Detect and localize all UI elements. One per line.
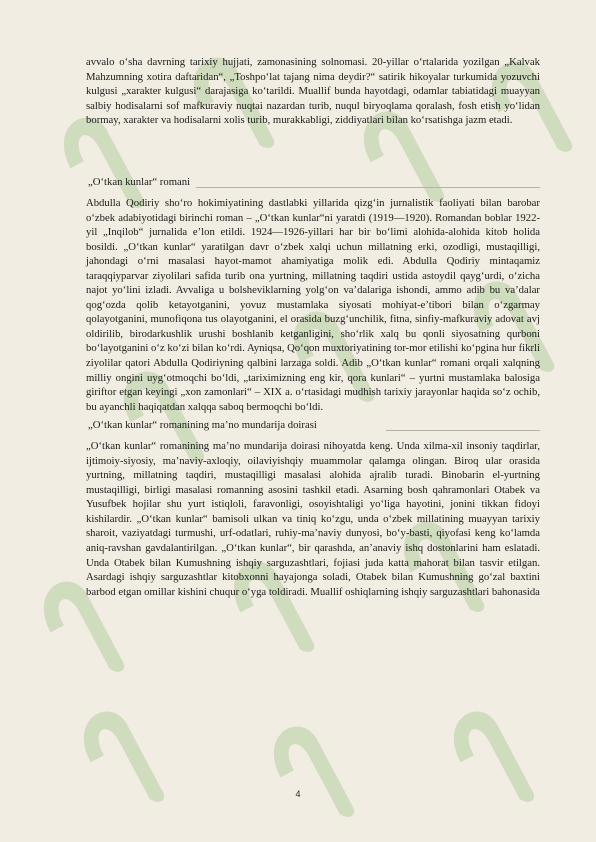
section-paragraph-otkan-kunlar-romani: Abdulla Qodiriy sho‘ro hokimiyatining dastlabki yillarida qizg‘in jurnalistik faoliyati bilan barobar o‘zbek adabiyotidagi birinchi roman – „O‘tkan kunlar“ni yaratdi (1919—1920). Romandan boblar 1922-yil „Inqilob“ jurnalida e’lon etildi. 1924—1926-yillari har bir bo‘limi alohida-alohida kitob holida bosildi. „O‘tkan kunlar“ yaratilgan davr o‘zbek xalqi uchun millatning erki, ozodligi, mustaqilligi, jahondagi o‘rni masalasi hayot-mamot ahamiyatiga molik edi. Abdulla Qodiriy mintaqamiz taraqqiyparvar ziyolilari safida turib ona yurtning, millatning taqdiri ustida astoydil qayg‘urdi, o‘zicha najot yo‘lini izladi. Avvaliga u bolsheviklarning yolg‘on va’dalariga ishondi, ammo adib bu va’dalar qog‘ozda qolib ketayotganini, yovuz mustamlaka siyosati mohiyat-e’tibori bilan o‘zgarmay qolayotganini, munofiqona tus olayotganini, el orasida buzg‘unchilik, fitna, sinfiy-mafkuraviy adovat avj oldirilib, birodarkushlik urushi boshlanib ketganligini, sho‘rlik xalq bu qonli siyosatning qurboni bo‘layotganini o‘z ko‘zi bilan ko‘rdi. Ayniqsa, Qo‘qon muxtoriyatining tor-mor etilishi ko‘pgina hur fikrli ziyolilar qatori Abdulla Qodiriyning qalbini larzaga soldi. Adib „O‘tkan kunlar“ romani orqali xalqning milliy ongini uyg‘otmoqchi bo‘ldi, „tariximizning eng kir, qora kunlari“ – yurtni mustamlaka balosiga giriftor etgan keyingi „xon zamonlari“ – XIX a. o‘rtasidagi mudhish tarixiy jarayonlar haqida so‘z ochib, bu ayanchli haqiqatdan xalqqa saboq bermoqchi bo‘ldi. xyxy=(86,197,540,413)
green-letter-watermark-icon xyxy=(54,681,177,829)
intro-paragraph: avvalo o‘sha davrning tarixiy hujjati, zamonasining solnomasi. 20-yillar o‘rtalarida yozilgan „Kalvak Mahzumning xotira daftaridan“, „Toshpo‘lat tajang nima deydir?“ satirik hikoyalar turkumida yozuvchi kulgusi „xarakter kulgusi“ darajasiga ko‘tarildi. Muallif bunda hayotdagi, odamlar tabiatidagi muayyan salbiy hodisalarni sof mafkuraviy nuqtai nazardan turib, nuqul biryoqlama qoralash, fosh etish yo‘lidan bormay, xarakter va hodisalarni xolis turib, murakkabligi, ziddiyatlari bilan ko‘rsatishga jazm etadi. xyxy=(86,56,540,127)
green-letter-watermark-icon xyxy=(244,696,367,842)
document-body xyxy=(86,55,540,599)
section-heading-otkan-kunlar-romani: „O‘tkan kunlar“ romani xyxy=(86,175,540,190)
green-letter-watermark-icon xyxy=(424,681,547,829)
section-heading-mundarija-doirasi: „O‘tkan kunlar“ romanining ma’no mundarija doirasi xyxy=(86,418,540,433)
page-number: 4 xyxy=(295,789,301,799)
section-paragraph-mundarija-doirasi: „O‘tkan kunlar“ romanining ma’no mundarija doirasi nihoyatda keng. Unda xilma-xil insoniy taqdirlar, ijtimoiy-siyosiy, ma’naviy-axloqiy, oilaviyishqiy muammolar qalamga olingan. Biroq ular orasida yurtning, millatning taqdiri, mustaqilligi masalasi alohida ajralib turadi. Binobarin el-yurtning mustaqilligi, birligi masalasi romanning asosini tashkil etadi. Asarning bosh qahramonlari Otabek va Yusufbek hojilar shu yurt istiqloli, faravonligi, osoyishtaligi yo‘liga hayotini, jonini tikkan fidoyi kishilardir. „O‘tkan kunlar“ bamisoli ulkan va tiniq ko‘zgu, unda o‘zbek millatining muayyan tarixiy sharoit, vaziyatdagi turmushi, urf-odatlari, ruhiy-ma’naviy dunyosi, bo‘y-basti, qiyofasi keng ko‘lamda aniq-ravshan gavdalantirilgan. „O‘tkan kunlar“, bir qarashda, an’anaviy ishq dostonlarini ham eslatadi. Unda Otabek bilan Kumushning ishqiy sarguzashtlari, fojiasi juda katta mahorat bilan tasvir etilgan. Asardagi ishqiy sarguzashtlar kitobxonni hayajonga soladi, Otabek bilan Kumushning go‘zal baxtini barbod etgan omillar kishini chuqur o‘yga toldiradi. Muallif oshiqlarning ishqiy sarguzashtlari bahonasida xyxy=(86,440,540,598)
